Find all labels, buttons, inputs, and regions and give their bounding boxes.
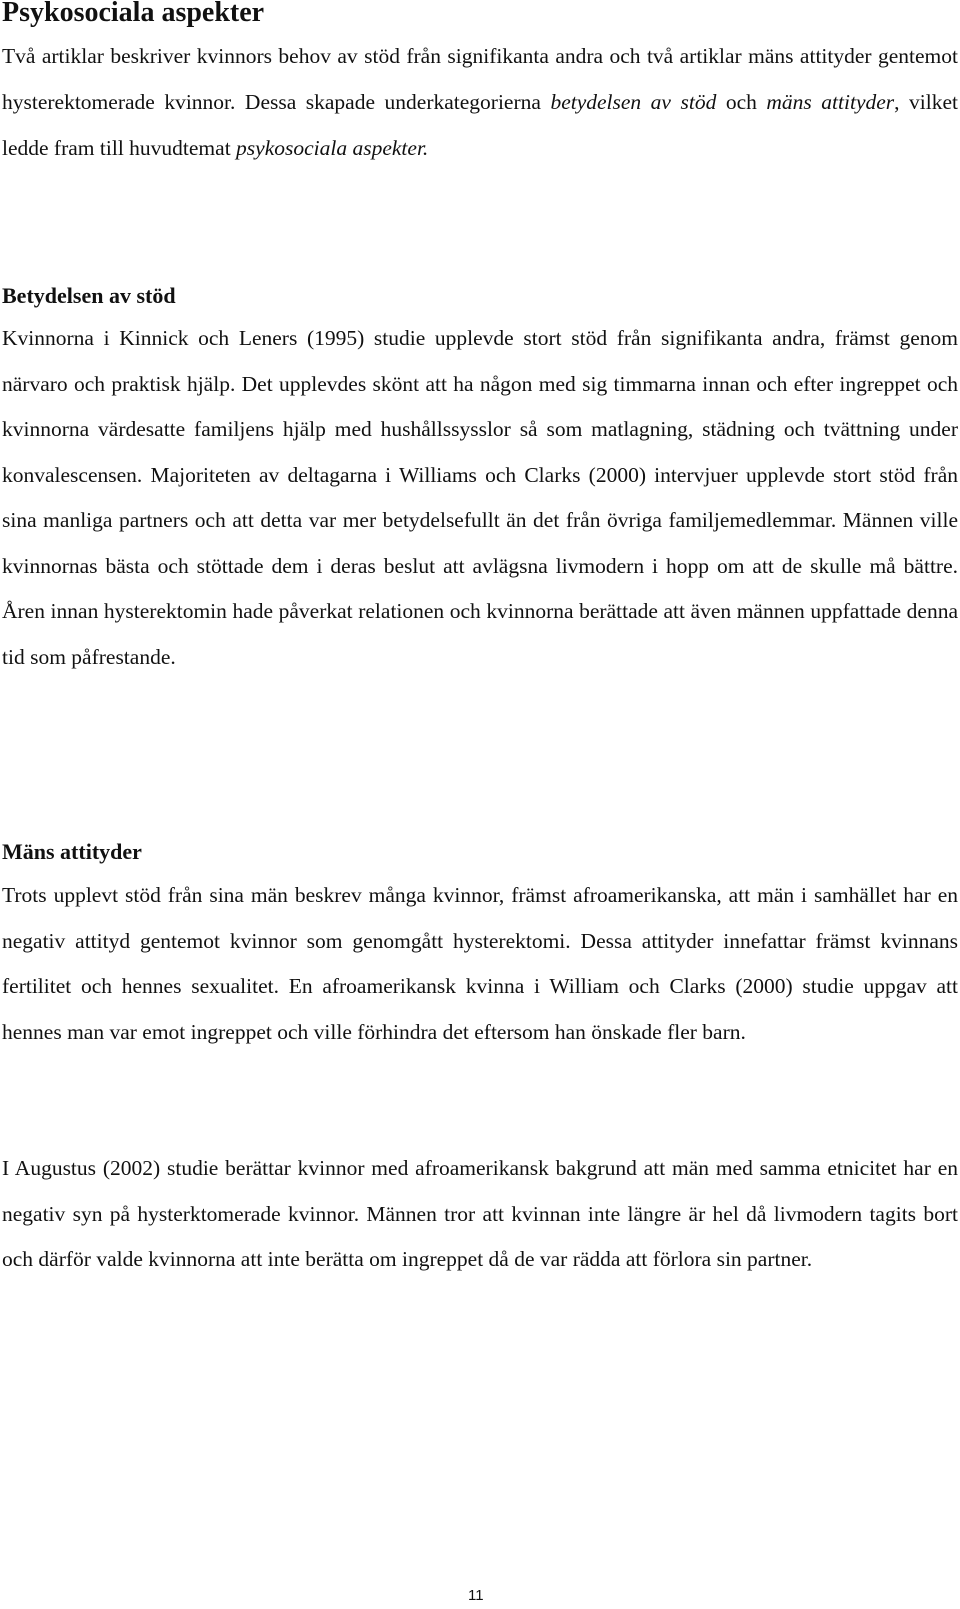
subheading-support: Betydelsen av stöd xyxy=(2,283,176,308)
intro-term-attitudes: mäns attityder xyxy=(766,90,895,114)
section-title: Psykosociala aspekter xyxy=(2,0,265,28)
intro-paragraph xyxy=(2,33,958,171)
attitudes-paragraph-1: Trots upplevt stöd från sina män beskrev många kvinnor, främst afroamerikanska, att män i samhället har en negativ attityd gentemot kvinnor som genomgått hysterektomi. Dessa attityder innefattar främst kvinnans fertilitet och hennes sexualitet. En afroamerikansk kvinna i William och Clarks (2000) studie uppgav att hennes man var emot ingreppet och ville förhindra det eftersom han önskade fler barn. xyxy=(2,883,958,1045)
intro-term-support: betydelsen av stöd xyxy=(550,90,717,114)
attitudes-paragraph-2: I Augustus (2002) studie berättar kvinnor med afroamerikansk bakgrund att män med samma etnicitet har en negativ syn på hysterktomerade kvinnor. Männen tror att kvinnan inte längre är hel då livmodern tagits bort och därför valde kvinnorna att inte berätta om ingreppet då de var rädda att förlora sin partner. xyxy=(2,1156,958,1272)
support-paragraph: Kvinnorna i Kinnick och Leners (1995) studie upplevde stort stöd från signifikanta andra, främst genom närvaro och praktisk hjälp. Det upplevdes skönt att ha någon med sig timmarna innan och efter ingreppet och kvinnorna värdesatte familjens hjälp med hushållssysslor så som matlagning, städning och tvättning under konvalescensen. Majoriteten av deltagarna i Williams och Clarks (2000) intervjuer upplevde stort stöd från sina manliga partners och att detta var mer betydelsefullt än det från övriga familjemedlemmar. Männen ville kvinnornas bästa och stöttade dem i deras beslut att avlägsna livmodern i hopp om att de skulle må bättre. Åren innan hysterektomin hade påverkat relationen och kvinnorna berättade att även männen uppfattade denna tid som påfrestande. xyxy=(2,326,958,669)
subheading-attitudes: Mäns attityder xyxy=(2,839,142,864)
intro-term-main-theme: psykosociala aspekter. xyxy=(236,136,429,160)
intro-text-2: och xyxy=(716,90,767,114)
intro-text-3: , vilket ledde fram till huvudtemat xyxy=(2,90,959,160)
intro-text-1: Två artiklar beskriver kvinnors behov av stöd från signifikanta andra och två artiklar mäns attityder gentemot hysterektomerade kvinnor. Dessa skapade underkategorierna xyxy=(2,44,958,114)
page-number: 11 xyxy=(468,1587,484,1604)
